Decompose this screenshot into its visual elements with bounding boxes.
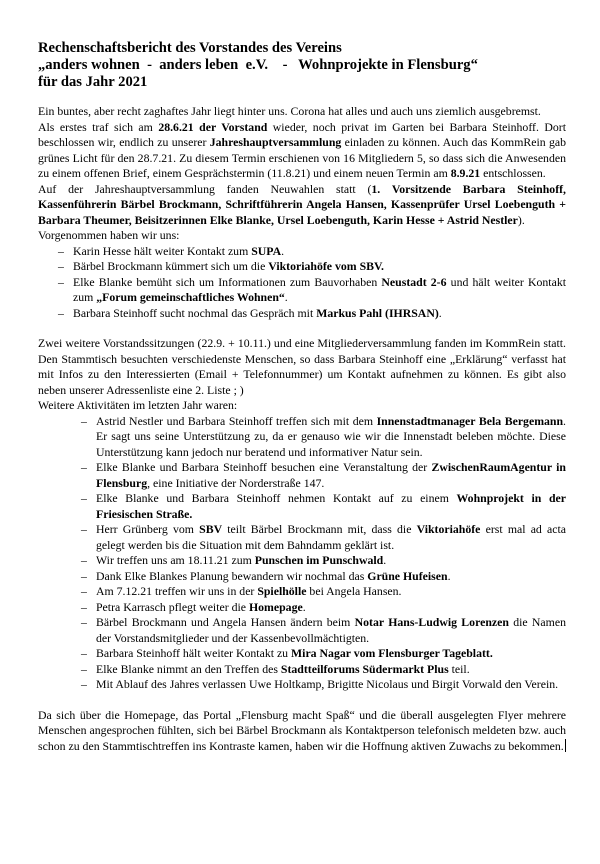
activity-item — [38, 569, 566, 585]
text-run: Barbara Steinhoff hält weiter Kontakt zu — [96, 646, 292, 660]
activity-item — [38, 522, 566, 553]
text-run: teilt Bärbel Brockmann mit, dass die — [222, 522, 417, 536]
intro-paragraph: Ein buntes, aber recht zaghaftes Jahr liegt hinter uns. Corona hat alles und auch uns ziemlich ausgebremst. — [38, 104, 541, 118]
dash-bullet: – — [81, 646, 87, 660]
text-run: Elke Blanke und Barbara Steinhoff nehmen Kontakt auf zu einem — [96, 491, 457, 505]
dash-bullet: – — [58, 259, 64, 273]
dash-bullet: – — [81, 677, 87, 691]
activity-item — [38, 600, 566, 616]
dash-bullet: – — [81, 599, 87, 614]
dash-bullet: – — [81, 522, 87, 536]
text-run: bei Angela Hansen. — [306, 584, 402, 598]
text-run: teil. — [448, 661, 470, 676]
text-run: Astrid Nestler und Barbara Steinhoff treffen sich mit dem — [96, 413, 377, 428]
dash-bullet: – — [81, 491, 87, 505]
text-run: . — [281, 243, 285, 258]
text-run: . — [383, 553, 387, 567]
dash-bullet: – — [81, 460, 87, 474]
activity-item — [38, 491, 566, 522]
first-meeting-paragraph — [38, 120, 566, 182]
text-run: wieder, noch privat im Garten bei Barbara Steinhoff. Dort beschlossen wir, endlich zu unserer — [38, 119, 566, 149]
bold-run: Markus Pahl (IHRSAN) — [316, 305, 439, 320]
dash-bullet: – — [81, 413, 87, 428]
plan-item — [38, 275, 566, 306]
text-run: . — [447, 568, 451, 583]
bold-run: SUPA — [251, 243, 282, 258]
title-line-2: „anders wohnen - anders leben e.V. - Wohnprojekte in Flensburg“ — [38, 57, 478, 73]
bold-run: Stadtteilforums Südermarkt Plus — [280, 661, 449, 676]
bold-run: „Forum gemeinschaftliches Wohnen“ — [96, 290, 285, 304]
text-run: Auf der Jahreshauptversammlung fanden Neuwahlen statt ( — [38, 181, 372, 196]
elections-paragraph — [38, 182, 566, 229]
text-run: Karin Hesse hält weiter Kontakt zum — [73, 243, 252, 258]
meetings-paragraph: Zwei weitere Vorstandssitzungen (22.9. + 10.11.) und eine Mitgliederversammlung fanden im KommRein statt. Den Stammtisch besuchten verschiedenste Menschen, so dass Barbara Steinhoff eine „Erklärung“ verfasst hat mit Infos zu den Interessierten (Email + Telefonnummer) um Kontakt aufnehmen zu können. Es gibt also neben unserer Adressenliste eine 2. Liste ; ) — [38, 336, 566, 397]
dash-bullet: – — [81, 568, 87, 583]
dash-bullet: – — [81, 661, 87, 676]
text-cursor — [565, 739, 566, 752]
bold-run: 1. Vorsitzende Barbara Steinhoff, Kassenführerin Bärbel Brockmann, Schriftführerin Angela Hansen, Kassenprüfer Ursel Loebenguth + Barbara Theumer, Beisitzerinnen Elke Blanke, Ursel Loebenguth, Karin Hesse + Astrid Nestler — [38, 181, 567, 227]
activities-heading: Weitere Aktivitäten im letzten Jahr waren: — [38, 398, 238, 412]
text-run: Als erstes traf sich am — [38, 119, 159, 134]
dash-bullet: – — [58, 243, 64, 258]
bold-run: Jahreshauptversammlung — [209, 135, 342, 149]
activity-item — [38, 662, 566, 678]
text-run: Mit Ablauf des Jahres verlassen Uwe Holtkamp, Brigitte Nicolaus und Birgit Vorwald den Verein. — [96, 677, 559, 691]
text-run: Elke Blanke und Barbara Steinhoff besuchen eine Veranstaltung der — [96, 460, 432, 474]
bold-run: 28.6.21 der Vorstand — [158, 119, 268, 134]
title-line-1: Rechenschaftsbericht des Vorstandes des Vereins — [38, 40, 342, 56]
bold-run: ZwischenRaumAgentur in Flensburg — [96, 460, 566, 490]
activities-list — [38, 414, 566, 693]
text-run: Barbara Steinhoff sucht nochmal das Gespräch mit — [73, 305, 317, 320]
bold-run: Viktoriahöfe — [416, 522, 481, 536]
text-run: die Namen der Vorstandsmitglieder und der Kassenbevollmächtigten. — [96, 615, 566, 645]
bold-run: Mira Nagar vom Flensburger Tageblatt. — [291, 646, 493, 660]
bold-run: Spielhölle — [257, 584, 307, 598]
text-run: entschlossen. — [480, 166, 546, 180]
text-run: Wir treffen uns am 18.11.21 zum — [96, 553, 255, 567]
text-run: Elke Blanke bemüht sich um Informationen zum Bauvorhaben — [73, 274, 382, 289]
text-run: . — [438, 305, 442, 320]
dash-bullet: – — [81, 615, 87, 629]
dash-bullet: – — [81, 553, 87, 567]
text-run: Herr Grünberg vom — [96, 522, 200, 536]
text-run: und hält weiter Kontakt zum — [73, 274, 566, 304]
dash-bullet: – — [58, 274, 64, 289]
bold-run: Wohnprojekt in der Friesischen Straße. — [96, 491, 566, 521]
activity-item — [38, 646, 566, 662]
text-run: ). — [517, 212, 525, 227]
activity-item — [38, 677, 566, 693]
activity-item — [38, 584, 566, 600]
text-run: . Er sagt uns seine Unterstützung zu, da er genauso wie wir die Innenstadt beleben möchte. Diese Unterstützung kann jedoch nur beratend und informativer Natur sein. — [96, 413, 566, 459]
bold-run: Homepage — [248, 599, 303, 614]
plan-item — [38, 306, 566, 322]
activity-item — [38, 615, 566, 646]
text-run: Elke Blanke nimmt an den Treffen des — [96, 661, 281, 676]
bold-run: Innenstadtmanager Bela Bergemann — [376, 413, 564, 428]
closing-text: Da sich über die Homepage, das Portal „Flensburg macht Spaß“ und die überall ausgelegten Flyer mehrere Menschen angesprochen fühlten, sich bei Bärbel Brockmann als Kontaktperson telefonisch meldeten bzw. auch schon zu den Stammtischtreffen ins Kontraste kamen, haben wir die Hoffnung aktiven Zuwachs zu bekommen. — [38, 707, 566, 753]
activity-item — [38, 414, 566, 461]
text-run: . — [302, 599, 306, 614]
text-run: einladen zu können. Auch das KommRein gab grünes Licht für den 28.7.21. Zu diesem Termin erschienen von 16 Mitgliedern 5, so dass sich die Anwesenden zu einem offenen Brief, einem Gesprächstermin (11.8.21) und einem neuen Termin am — [38, 135, 567, 180]
dash-bullet: – — [58, 305, 64, 320]
bold-run: Viktoriahöfe vom SBV. — [268, 259, 384, 273]
document-title — [38, 40, 566, 91]
title-line-3: für das Jahr 2021 — [38, 74, 148, 90]
plans-heading: Vorgenommen haben wir uns: — [38, 228, 180, 242]
bold-run: Notar Hans-Ludwig Lorenzen — [354, 615, 509, 629]
bold-run: 8.9.21 — [450, 166, 481, 180]
text-run: erst mal ad acta gelegt werden bis die Situation mit dem Bahndamm geklärt ist. — [96, 522, 566, 552]
plans-list — [38, 244, 566, 322]
closing-paragraph — [38, 708, 566, 755]
document-page — [38, 40, 566, 754]
plan-item — [38, 244, 566, 260]
text-run: Petra Karrasch pflegt weiter die — [96, 599, 249, 614]
text-run: Bärbel Brockmann kümmert sich um die — [73, 259, 269, 273]
activity-item — [38, 553, 566, 569]
plan-item — [38, 259, 566, 275]
text-run: Bärbel Brockmann und Angela Hansen ändern beim — [96, 615, 355, 629]
bold-run: Punschen im Punschwald — [254, 553, 384, 567]
dash-bullet: – — [81, 584, 87, 598]
document-body — [38, 104, 566, 754]
activity-item — [38, 460, 566, 491]
text-run: Am 7.12.21 treffen wir uns in der — [96, 584, 258, 598]
bold-run: SBV — [199, 522, 223, 536]
bold-run: Grüne Hufeisen — [367, 568, 448, 583]
text-run: , eine Initiative der Norderstraße 147. — [147, 475, 325, 490]
text-run: . — [284, 290, 288, 304]
text-run: Dank Elke Blankes Planung bewandern wir nochmal das — [96, 568, 368, 583]
bold-run: Neustadt 2-6 — [381, 274, 447, 289]
